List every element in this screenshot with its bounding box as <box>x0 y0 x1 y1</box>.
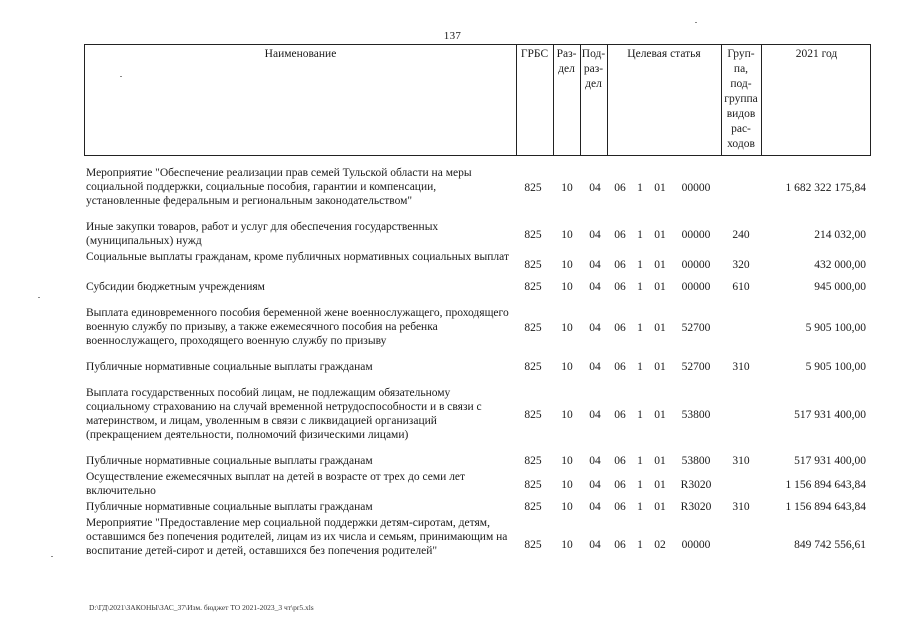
row-sum: 5 905 100,00 <box>805 322 866 334</box>
row-cs4: 00000 <box>681 259 711 271</box>
row-cs2: 1 <box>637 479 643 491</box>
row-cs3: 02 <box>654 539 666 551</box>
row-sum: 517 931 400,00 <box>794 455 866 467</box>
row-cs2: 1 <box>637 501 643 513</box>
row-cs3: 01 <box>654 479 666 491</box>
row-sum: 1 682 322 175,84 <box>785 182 866 194</box>
row-name: Иные закупки товаров, работ и услуг для обеспечения государственных (муниципальных) нужд <box>86 221 439 247</box>
row-cs2: 1 <box>637 259 643 271</box>
scan-speck <box>38 297 40 298</box>
row-vr: 320 <box>732 259 750 271</box>
table-row <box>84 220 871 248</box>
row-vr: 310 <box>732 455 750 467</box>
row-razdel: 10 <box>561 361 573 373</box>
row-cs1: 06 <box>614 229 626 241</box>
row-cs1: 06 <box>614 409 626 421</box>
row-cs4: 53800 <box>681 409 711 421</box>
scan-speck <box>51 556 53 557</box>
table-row <box>84 306 871 350</box>
row-name: Выплата единовременного пособия беременной жене военнослужащего, проходящего военную службу по призыву, а также ежемесячного пособия на ребенка военнослужащего, проходящего военную службу по призыву <box>86 307 509 347</box>
scan-speck <box>120 76 122 77</box>
table-row <box>84 250 871 278</box>
row-cs1: 06 <box>614 281 626 293</box>
row-name: Социальные выплаты гражданам, кроме публичных нормативных социальных выплат <box>86 251 509 263</box>
header-grbs: ГРБС <box>520 48 549 60</box>
row-razdel: 10 <box>561 182 573 194</box>
row-razdel: 10 <box>561 479 573 491</box>
row-cs1: 06 <box>614 455 626 467</box>
row-cs3: 01 <box>654 409 666 421</box>
row-vr: 240 <box>732 229 750 241</box>
row-razdel: 10 <box>561 322 573 334</box>
header-celevaya-statya: Целевая статья <box>627 48 701 60</box>
header-razdel: Раз- дел <box>556 48 577 75</box>
row-cs1: 06 <box>614 361 626 373</box>
row-cs4: 00000 <box>681 229 711 241</box>
table-row <box>84 360 871 374</box>
row-cs2: 1 <box>637 455 643 467</box>
row-cs1: 06 <box>614 322 626 334</box>
row-cs3: 01 <box>654 259 666 271</box>
row-sum: 1 156 894 643,84 <box>785 501 866 513</box>
row-cs3: 01 <box>654 501 666 513</box>
row-sum: 5 905 100,00 <box>805 361 866 373</box>
row-podrazdel: 04 <box>589 539 601 551</box>
row-grbs: 825 <box>524 539 542 551</box>
row-cs1: 06 <box>614 259 626 271</box>
row-grbs: 825 <box>524 229 542 241</box>
row-cs4: 00000 <box>681 539 711 551</box>
table-header <box>84 44 871 156</box>
row-cs4: 00000 <box>681 281 711 293</box>
table-row <box>84 516 871 574</box>
row-podrazdel: 04 <box>589 409 601 421</box>
row-grbs: 825 <box>524 501 542 513</box>
row-podrazdel: 04 <box>589 322 601 334</box>
row-cs3: 01 <box>654 322 666 334</box>
row-name: Мероприятие "Предоставление мер социальной поддержки детям-сиротам, детям, оставшимся без попечения родителей, лицам из их числа и семьям, принимающим на воспитание детей-сирот и детей, оставшихся без попечения родителей" <box>86 517 508 557</box>
row-grbs: 825 <box>524 259 542 271</box>
table-row <box>84 280 871 294</box>
row-grbs: 825 <box>524 409 542 421</box>
row-cs2: 1 <box>637 229 643 241</box>
row-podrazdel: 04 <box>589 229 601 241</box>
row-razdel: 10 <box>561 409 573 421</box>
row-cs4: 52700 <box>681 361 711 373</box>
row-cs1: 06 <box>614 501 626 513</box>
scan-speck <box>695 22 697 23</box>
table-row <box>84 500 871 514</box>
row-cs2: 1 <box>637 409 643 421</box>
row-grbs: 825 <box>524 479 542 491</box>
table-row <box>84 470 871 498</box>
row-cs4: R3020 <box>680 501 712 513</box>
row-grbs: 825 <box>524 322 542 334</box>
row-cs3: 01 <box>654 229 666 241</box>
row-name: Публичные нормативные социальные выплаты гражданам <box>86 361 373 373</box>
row-cs4: 53800 <box>681 455 711 467</box>
page-number: 137 <box>443 30 462 42</box>
row-razdel: 10 <box>561 539 573 551</box>
row-cs2: 1 <box>637 182 643 194</box>
header-year: 2021 год <box>795 48 838 60</box>
row-podrazdel: 04 <box>589 501 601 513</box>
row-name: Мероприятие "Обеспечение реализации прав семей Тульской области на меры социальной поддержки, социальные пособия, гарантии и компенсации, установленные федеральным и региональным законодательством" <box>86 167 472 207</box>
table-row <box>84 454 871 468</box>
row-cs3: 01 <box>654 281 666 293</box>
row-podrazdel: 04 <box>589 479 601 491</box>
row-cs3: 01 <box>654 361 666 373</box>
row-name: Публичные нормативные социальные выплаты гражданам <box>86 455 373 467</box>
row-grbs: 825 <box>524 281 542 293</box>
row-podrazdel: 04 <box>589 455 601 467</box>
row-name: Выплата государственных пособий лицам, не подлежащим обязательному социальному страхованию на случай временной нетрудоспособности и в связи с материнством, и лицам, уволенным в связи с ликвидацией организаций (прекращением деятельности, полномочий физическими лицами) <box>86 387 482 441</box>
row-cs1: 06 <box>614 479 626 491</box>
row-name: Осуществление ежемесячных выплат на детей в возрасте от трех до семи лет включительно <box>86 471 466 497</box>
budget-table <box>84 44 871 576</box>
row-cs3: 01 <box>654 182 666 194</box>
row-grbs: 825 <box>524 361 542 373</box>
row-cs4: R3020 <box>680 479 712 491</box>
table-body <box>84 156 871 576</box>
row-cs2: 1 <box>637 361 643 373</box>
row-razdel: 10 <box>561 455 573 467</box>
row-sum: 432 000,00 <box>814 259 866 271</box>
row-sum: 1 156 894 643,84 <box>785 479 866 491</box>
row-name: Субсидии бюджетным учреждениям <box>86 281 265 293</box>
row-sum: 849 742 556,61 <box>794 539 866 551</box>
header-podrazdel: Под- раз- дел <box>581 48 606 90</box>
row-sum: 945 000,00 <box>814 281 866 293</box>
row-name: Публичные нормативные социальные выплаты гражданам <box>86 501 373 513</box>
row-podrazdel: 04 <box>589 259 601 271</box>
row-cs4: 52700 <box>681 322 711 334</box>
row-razdel: 10 <box>561 259 573 271</box>
row-vr: 610 <box>732 281 750 293</box>
row-cs4: 00000 <box>681 182 711 194</box>
row-razdel: 10 <box>561 229 573 241</box>
row-razdel: 10 <box>561 281 573 293</box>
header-vid-rashodov: Груп- па, под- группа видов рас- ходов <box>724 48 758 150</box>
header-name: Наименование <box>264 48 337 60</box>
row-podrazdel: 04 <box>589 281 601 293</box>
row-grbs: 825 <box>524 455 542 467</box>
row-sum: 214 032,00 <box>814 229 866 241</box>
row-cs2: 1 <box>637 281 643 293</box>
row-razdel: 10 <box>561 501 573 513</box>
table-row <box>84 166 871 210</box>
row-podrazdel: 04 <box>589 361 601 373</box>
table-row <box>84 386 871 444</box>
row-grbs: 825 <box>524 182 542 194</box>
file-path-footer: D:\ГД\2021\ЗАКОНЫ\ЗАС_37\Изм. бюджет ТО 2021-2023_3 чт\pr5.xls <box>89 603 314 612</box>
row-vr: 310 <box>732 501 750 513</box>
row-cs2: 1 <box>637 322 643 334</box>
row-vr: 310 <box>732 361 750 373</box>
row-cs1: 06 <box>614 539 626 551</box>
row-cs2: 1 <box>637 539 643 551</box>
row-podrazdel: 04 <box>589 182 601 194</box>
row-sum: 517 931 400,00 <box>794 409 866 421</box>
row-cs3: 01 <box>654 455 666 467</box>
row-cs1: 06 <box>614 182 626 194</box>
